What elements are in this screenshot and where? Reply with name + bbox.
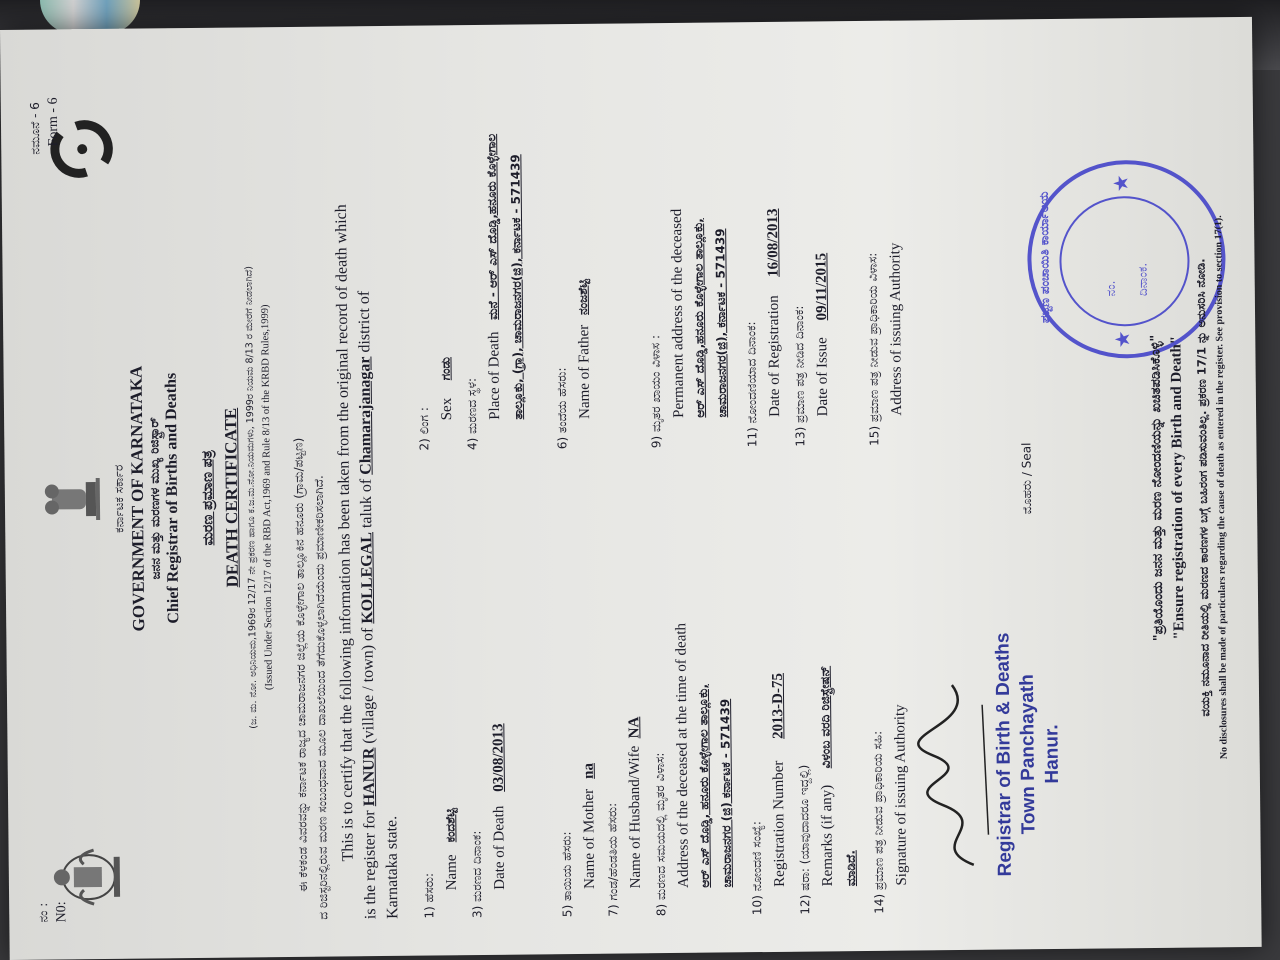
field-13-label-kn: 13) ಪ್ರಮಾಣ ಪತ್ರ ನೀಡಿದ ದಿನಾಂಕ: bbox=[791, 305, 808, 447]
name-value: ಕಂದಶೆಟ್ಟಿ bbox=[443, 808, 458, 843]
taluk-value: KOLLEGAL bbox=[358, 532, 377, 624]
field-14-label: Signature of issuing Authority bbox=[892, 704, 911, 886]
certify-text-2 bbox=[356, 291, 381, 920]
act-reference-kn: (ಜ. ಮ. ನೋ. ಅಧಿನಿಯಮ,1969ರ 12/17 ನೇ ಪ್ರಕರಣ ಹಾಗೂ ಕ.ಜ.ಮ.ನೋ.ನಿಯಮಗಳು, 1999ರ ನಿಯಮ 8/13 ರ ಮೇರೆಗೆ ನೀಡಲಾಗಿದೆ) bbox=[243, 266, 260, 729]
field-9-label-kn: 9) ಮೃತರ ಖಾಯಂ ವಿಳಾಸ : bbox=[648, 334, 664, 449]
remarks-value-1: ವಿಳಂಬ ವರದಿ ರಿಜಿಸ್ಟ್ರೇಷನ್ bbox=[817, 665, 833, 769]
stamp-line-1: Registrar of Birth & Deaths bbox=[992, 632, 1016, 877]
field-13-label: Date of Issue bbox=[814, 337, 832, 417]
field-15-label-kn: 15) ಪ್ರಮಾಣ ಪತ್ರ ನೀಡುವ ಪ್ರಾಧಿಕಾರಿಯ ವಿಳಾಸ: bbox=[865, 252, 882, 446]
permanent-address-1: ಆರ್ ಎಸ್ ದೊಡ್ಡಿ,ಹನೂರು ಕೊಳ್ಳೇಗಾಲ ತಾಲ್ಲೂಕು, bbox=[691, 218, 708, 418]
field-2-label-kn: 2) ಲಿಂಗ : bbox=[416, 407, 432, 451]
certify-text-2d: district of bbox=[355, 290, 374, 353]
field-8-label-kn: 8) ಮರಣದ ಸಮಯದಲ್ಲಿ ಮೃತರ ವಿಳಾಸ: bbox=[652, 752, 669, 917]
field-6-label: Name of Father bbox=[576, 324, 594, 419]
footer-note: No disclosures shall be made of particulars regarding the cause of death as entered in the register. See provision to section 17(1). bbox=[1213, 215, 1230, 760]
certify-text-2b: (village / town) of bbox=[359, 627, 378, 744]
field-8-label: Address of the deceased at the time of death bbox=[673, 622, 693, 888]
field-1-label: Name bbox=[443, 854, 461, 891]
seal-star-right-icon: ★ bbox=[1110, 174, 1133, 193]
government-title: GOVERNMENT OF KARNATAKA bbox=[126, 365, 149, 632]
father-value: ನಂಜಶೆಟ್ಟಿ bbox=[575, 279, 591, 315]
field-12-label-kn: 12) ಷರಾ: (ಯಾವುದಾದರೂ ಇದ್ದಲ್ಲಿ) bbox=[796, 764, 813, 915]
registrar-kn: ಜನನ ಮತ್ತು ಮರಣಗಳ ಮುಖ್ಯ ರಿಜಿಸ್ಟ್ರಾರ್ bbox=[147, 417, 163, 580]
field-15-label: Address of issuing Authority bbox=[887, 242, 906, 416]
field-6-label-kn: 6) ತಂದೆಯ ಹೆಸರು: bbox=[554, 367, 570, 450]
spouse-value: NA bbox=[626, 716, 643, 739]
field-11-label: Date of Registration bbox=[765, 295, 784, 417]
registrar-title: Chief Registrar of Births and Deaths bbox=[162, 372, 183, 624]
place-of-death-2: ತಾಲ್ಲೂಕು, (ಗ್ರಾ), ಚಾಮರಾಜನಗರ(ಜಿ), ಕರ್ನಾಟಕ - 571439 bbox=[508, 154, 526, 420]
permanent-address-2: ಚಾಮರಾಜನಗರ(ಜಿ), ಕರ್ನಾಟಕ - 571439 bbox=[713, 228, 730, 418]
mother-value: na bbox=[580, 762, 597, 779]
field-11-label-kn: 11) ನೋಂದಣಿಯಾದ ದಿನಾಂಕ: bbox=[744, 321, 760, 448]
registration-number-value: 2013-D-75 bbox=[769, 672, 787, 739]
field-1-label-kn: 1) ಹೆಸರು: bbox=[421, 872, 437, 919]
certify-text-3: Karnataka state. bbox=[383, 815, 402, 920]
form-label: Form - 6 bbox=[45, 97, 62, 147]
district-value: Chamarajanagar bbox=[356, 356, 375, 475]
address-line-2: ಚಾಮರಾಜನಗರ (ಜಿ) ಕರ್ನಾಟಕ - 571439 bbox=[718, 698, 735, 888]
field-3-label: Date of Death bbox=[491, 805, 509, 890]
paper-sheet bbox=[0, 17, 1262, 960]
field-12-label: Remarks (if any) bbox=[818, 784, 837, 887]
field-5-label: Name of Mother bbox=[580, 788, 599, 889]
field-2-label: Sex bbox=[438, 397, 456, 421]
seal-date: ದಿನಾಂಕ. bbox=[1135, 262, 1150, 297]
field-5-label-kn: 5) ತಾಯಿಯ ಹೆಸರು: bbox=[559, 831, 575, 918]
stamp-line-3: Hanur. bbox=[1041, 724, 1063, 784]
certify-text-2c: taluk of bbox=[357, 478, 376, 529]
form-label-kn: ನಮೂನೆ - 6 bbox=[27, 102, 43, 155]
issue-date-value: 09/11/2015 bbox=[813, 252, 831, 321]
certify-text-1: This is to certify that the following information has been taken from the original record of death which bbox=[332, 204, 357, 862]
address-line-1: ಆರ್ ಎಸ್ ದೊಡ್ಡಿ, ಹನೂರು ಕೊಳ್ಳೇಗಾಲ ತಾಲ್ಲೂಕು, bbox=[695, 683, 713, 888]
slogan: "Ensure registration of every Birth and Death" bbox=[1168, 335, 1188, 640]
village-value: HANUR bbox=[360, 747, 379, 807]
field-4-label-kn: 4) ಮರಣದ ಸ್ಥಳ: bbox=[464, 377, 480, 451]
act-reference: (Issued Under Section 12/17 of the RBD Act,1969 and Rule 8/13 of the KRBD Rules,1999) bbox=[259, 304, 275, 691]
field-10-label: Registration Number bbox=[770, 760, 789, 887]
certify-text-kn-2: ದ ರಿಜಿಸ್ಟರಿನಲ್ಲಿರುವ ಮರಣ ಸಂಬಂಧವಾದ ಮೂಲ ದಾಖಲೆಯಿಂದ ತೆಗೆದುಕೊಳ್ಳಲಾಗಿದೆಯೆಂದು ಪ್ರಮಾಣೀಕರಿಸಲಾಗಿದೆ. bbox=[311, 475, 331, 920]
field-9-label: Permanent address of the deceased bbox=[668, 208, 688, 418]
certificate-title-kn: ಮರಣ ಪ್ರಮಾಣ ಪತ್ರ bbox=[199, 450, 217, 546]
field-14-label-kn: 14) ಪ್ರಮಾಣ ಪತ್ರ ನೀಡುವ ಪ್ರಾಧಿಕಾರಿಯ ಸಹಿ: bbox=[870, 730, 887, 914]
number-label: N0: bbox=[54, 901, 70, 923]
ashoka-emblem-icon bbox=[40, 464, 111, 535]
certify-text-2a: is the register for bbox=[361, 810, 380, 920]
sex-value: ಗಂಡು bbox=[438, 356, 453, 381]
seal-star-left-icon: ★ bbox=[1112, 330, 1135, 349]
field-7-label: Name of Husband/Wife bbox=[626, 745, 645, 889]
date-of-death-value: 03/08/2013 bbox=[490, 723, 508, 792]
registrar-stamp bbox=[991, 604, 1066, 905]
certify-text-kn-1: ಈ ಕೆಳಕಂಡ ವಿವರವನ್ನು ಕರ್ನಾಟಕ ರಾಜ್ಯದ ಚಾಮರಾಜನಗರ ಜಿಲ್ಲೆಯ ಕೊಳ್ಳೇಗಾಲ ತಾಲ್ಲೂಕಿನ ಹನೂರು (ಗ್ರಾಮ/ಪಟ್ಟಣ) bbox=[291, 437, 311, 892]
field-4-label: Place of Death bbox=[486, 331, 504, 420]
registration-date-value: 16/08/2013 bbox=[764, 208, 782, 277]
remarks-value-2: ಮಾಡಿದೆ. bbox=[843, 850, 859, 887]
stamp-line-2: Town Panchayath bbox=[1016, 674, 1040, 835]
seal-label: ಮೊಹರು / Seal bbox=[1019, 442, 1035, 515]
certificate-title: DEATH CERTIFICATE bbox=[220, 407, 242, 588]
slogan-kn: "ಪ್ರತಿಯೊಂದು ಜನನ ಮತ್ತು ಮರಣ ನೋಂದಣಿಯನ್ನು ಖಚಿತಪಡಿಸಿಕೊಳ್ಳಿ" bbox=[1148, 334, 1167, 642]
death-certificate bbox=[25, 62, 1244, 925]
place-of-death-1: ಮನೆ - ಆರ್ ಎಸ್ ದೊಡ್ಡಿ,ಹನೂರು ಕೊಳ್ಳೇಗಾಲ bbox=[484, 133, 501, 320]
field-3-label-kn: 3) ಮರಣದ ದಿನಾಂಕ: bbox=[469, 830, 485, 919]
handwritten-signature bbox=[912, 675, 1004, 876]
government-kn: ಕರ್ನಾಟಕ ಸರ್ಕಾರ bbox=[111, 464, 127, 533]
field-7-label-kn: 7) ಗಂಡ/ಹೆಂಡತಿಯ ಹೆಸರು: bbox=[605, 802, 621, 917]
seal-number: ನಂ. bbox=[1103, 280, 1118, 297]
footer-note-kn: ವಯಕ್ತಿ ನಮೂನಾದ ರೀತಿಯಲ್ಲಿ ಮರಣದ ಕಾರಣಗಳ ಬಗ್ಗೆ ಬಹಿರಂಗ ಪಡಿಸುವಂತಿಲ್ಲ. ಪ್ರಕರಣ 17/1 ನ್ನು ಅನುಸರಿಸಿ ನೋಡಿ. bbox=[1193, 258, 1213, 717]
number-label-kn: ನಂ : bbox=[36, 902, 51, 923]
field-10-label-kn: 10) ನೋಂದಣಿ ಸಂಖ್ಯೆ: bbox=[749, 821, 765, 916]
seal-title: ಪಟ್ಟಣ ಪಂಚಾಯಿತಿ ಕಾರ್ಯಾಲಯ bbox=[1036, 191, 1053, 324]
